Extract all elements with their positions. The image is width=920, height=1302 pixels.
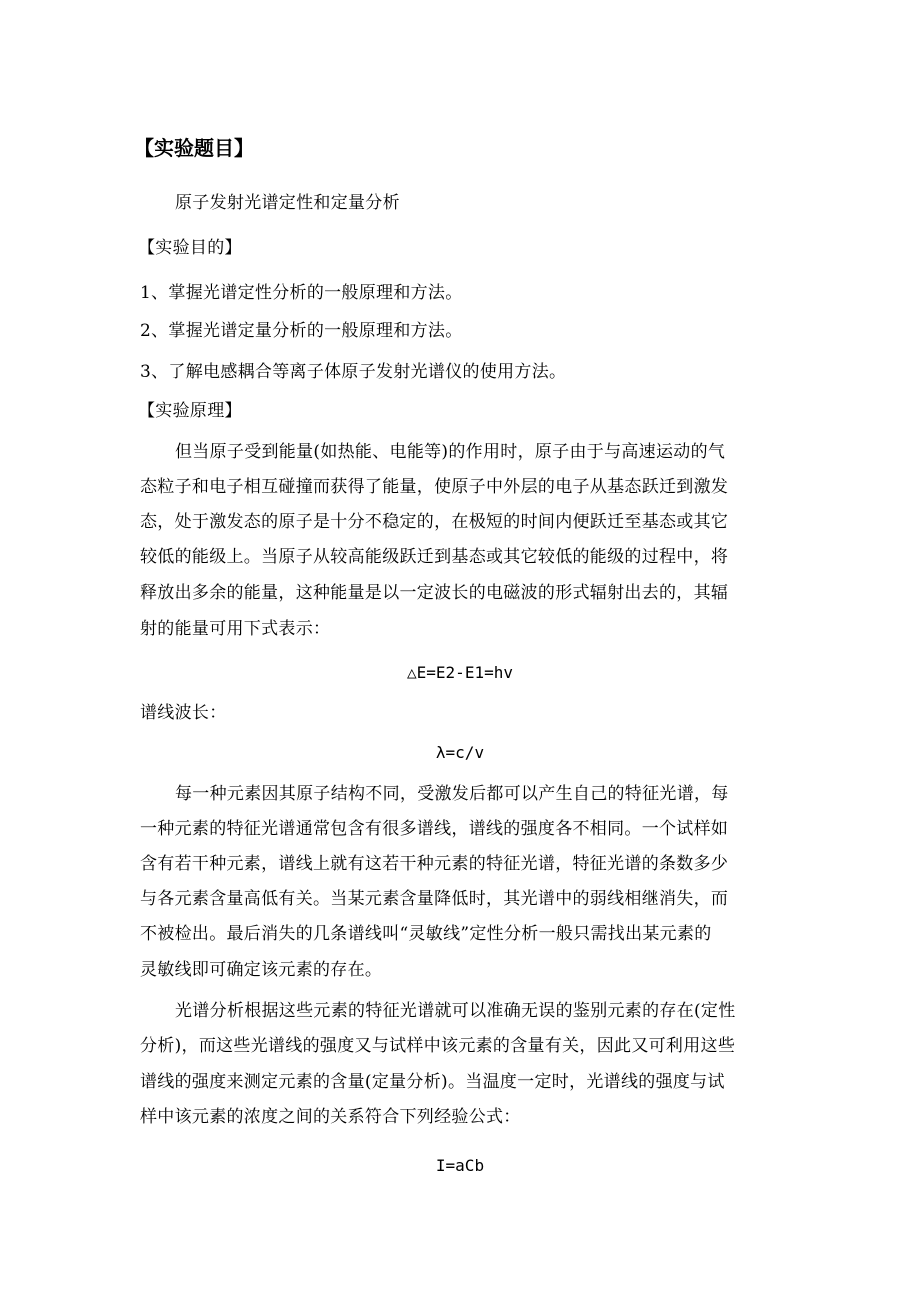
paragraph-line: 样中该元素的浓度之间的关系符合下列经验公式：: [140, 1107, 521, 1127]
paragraph-line: 不被检出。最后消失的几条谱线叫“灵敏线”定性分析一般只需找出某元素的: [140, 924, 712, 944]
paragraph-line: 释放出多余的能量，这种能量是以一定波长的电磁波的形式辐射出去的，其辐: [140, 583, 729, 603]
paragraph-line: 一种元素的特征光谱通常包含有很多谱线，谱线的强度各不相同。一个试样如: [140, 819, 729, 839]
paragraph-line: 每一种元素因其原子结构不同，受激发后都可以产生自己的特征光谱，每: [175, 784, 729, 804]
paragraph-line: 光谱分析根据这些元素的特征光谱就可以准确无误的鉴别元素的存在(定性: [175, 1001, 736, 1021]
paragraph-line: 态粒子和电子相互碰撞而获得了能量，使原子中外层的电子从基态跃迁到激发: [140, 477, 729, 497]
purpose-item: 3、了解电感耦合等离子体原子发射光谱仪的使用方法。: [140, 362, 567, 382]
paragraph-line: 分析)，而这些光谱线的强度又与试样中该元素的含量有关，因此又可利用这些: [140, 1036, 736, 1056]
title-heading: 【实验题目】: [134, 136, 254, 160]
formula-intensity: I=aCb: [435, 1156, 485, 1175]
paragraph-line: 与各元素含量高低有关。当某元素含量降低时，其光谱中的弱线相继消失，而: [140, 889, 729, 909]
wavelength-label: 谱线波长：: [140, 703, 227, 723]
purpose-item: 2、掌握光谱定量分析的一般原理和方法。: [140, 321, 463, 341]
paragraph-line: 谱线的强度来测定元素的含量(定量分析)。当温度一定时，光谱线的强度与试: [140, 1072, 725, 1092]
purpose-item: 1、掌握光谱定性分析的一般原理和方法。: [140, 283, 463, 303]
paragraph-line: 较低的能级上。当原子从较高能级跃迁到基态或其它较低的能级的过程中，将: [140, 547, 729, 567]
paragraph-line: 射的能量可用下式表示：: [140, 619, 331, 639]
paragraph-line: 但当原子受到能量(如热能、电能等)的作用时，原子由于与高速运动的气: [175, 442, 726, 462]
formula-wavelength: λ=c/v: [435, 743, 485, 762]
formula-energy: △E=E2-E1=hv: [407, 663, 513, 682]
purpose-heading: 【实验目的】: [138, 238, 242, 258]
paragraph-line: 灵敏线即可确定该元素的存在。: [140, 960, 383, 980]
paragraph-line: 态，处于激发态的原子是十分不稳定的，在极短的时间内便跃迁至基态或其它: [140, 512, 729, 532]
paragraph-line: 含有若干种元素，谱线上就有这若干种元素的特征光谱，特征光谱的条数多少: [140, 854, 729, 874]
principle-heading: 【实验原理】: [138, 401, 242, 421]
experiment-title: 原子发射光谱定性和定量分析: [175, 193, 400, 213]
